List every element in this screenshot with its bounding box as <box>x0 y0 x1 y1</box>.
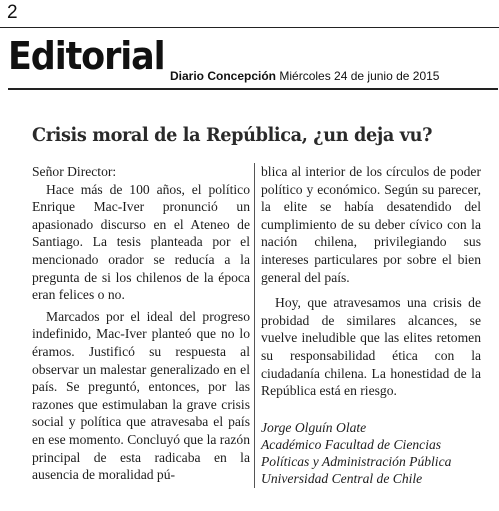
article-column-left <box>32 163 250 484</box>
column-divider <box>254 163 255 488</box>
top-rule <box>0 27 499 28</box>
author-title-line-1: Académico Facultad de Ciencias <box>261 437 442 452</box>
signature-block <box>261 419 491 487</box>
article-column-right <box>261 163 481 400</box>
page-number: 2 <box>7 2 18 23</box>
salutation: Señor Director: <box>32 164 117 179</box>
author-institution: Universidad Central de Chile <box>261 471 423 486</box>
header-rule <box>8 88 498 90</box>
paragraph-2-part-2: blica al interior de los círculos de poder político y económico. Según su parecer, la elite se había desatendido del cumplimiento de su deber cívico con la nación chilena, privilegiando sus intereses particulares por sobre el bien general del país. <box>261 164 481 285</box>
article-headline: Crisis moral de la República, ¿un deja vu? <box>32 124 433 146</box>
paper-name: Diario Concepción <box>170 69 277 83</box>
dateline <box>170 69 470 83</box>
section-title: Editorial <box>8 34 165 78</box>
author-name: Jorge Olguín Olate <box>261 420 367 435</box>
paragraph-3: Hoy, que atravesamos una crisis de probidad de similares alcances, se vuelve ineludible que las elites retomen su responsabilidad ética con la ciudadanía chilena. La honestidad de la República está en riesgo. <box>261 295 481 399</box>
publication-date: Miércoles 24 de junio de 2015 <box>279 69 440 83</box>
author-title-line-2: Políticas y Administración Pública <box>261 454 452 469</box>
paragraph-1: Hace más de 100 años, el político Enrique Mac-Iver pronunció un apasionado discurso en el Ateneo de Santiago. La tesis planteada por el mencionado orador se reducía a la pregunta de si los chilenos de la época eran felices o no. <box>32 181 250 303</box>
paragraph-2-part-1: Marcados por el ideal del progreso indefinido, Mac-Iver planteó que no lo éramos. Justificó su respuesta al observar un malestar generalizado en el país. Se preguntó, entonces, por las razones que estimulaban la grave crisis social y política que atravesaba el país en ese momento. Concluyó que la razón principal de esta radicaba en la ausencia de moralidad pú- <box>32 308 250 483</box>
